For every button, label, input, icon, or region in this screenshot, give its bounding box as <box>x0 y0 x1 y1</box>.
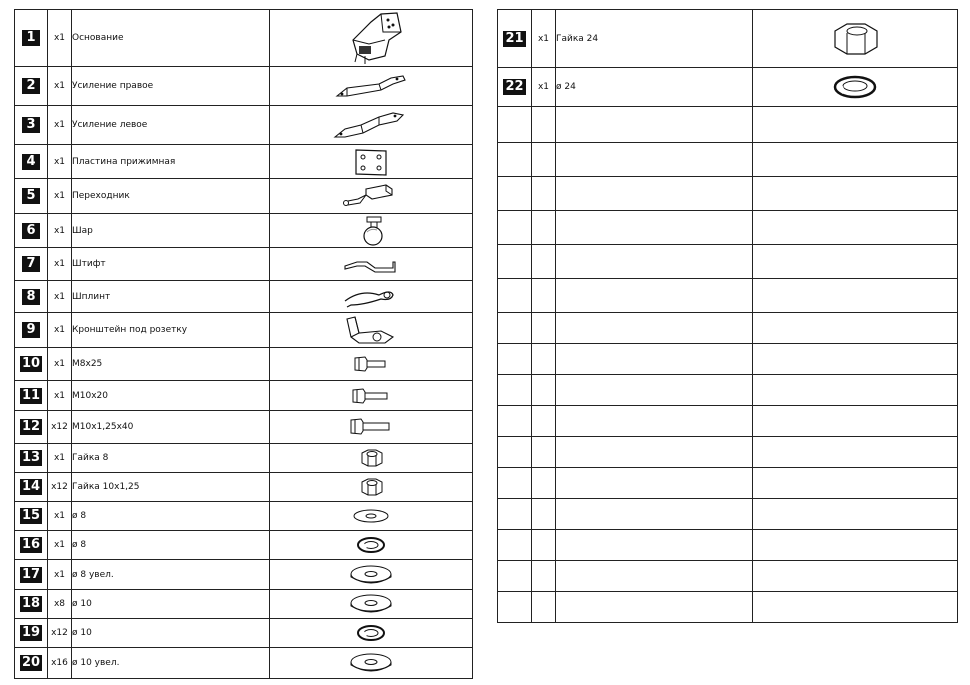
empty-cell <box>498 211 532 245</box>
part-number-cell <box>15 67 48 106</box>
part-qty: x1 <box>48 248 72 281</box>
part-illustration <box>270 560 473 590</box>
part-illustration <box>270 381 473 411</box>
empty-cell <box>753 437 958 468</box>
part-number-badge: 1 <box>22 30 40 46</box>
part-illustration <box>753 10 958 68</box>
empty-cell <box>532 499 556 530</box>
parts-table-left <box>14 9 473 679</box>
part-qty: x1 <box>48 67 72 106</box>
table-row <box>498 530 958 561</box>
part-qty: x1 <box>48 145 72 179</box>
table-row <box>15 531 473 560</box>
part-illustration <box>270 590 473 619</box>
table-row <box>498 313 958 344</box>
part-name: Шплинт <box>72 281 270 313</box>
part-number-badge: 2 <box>22 78 40 94</box>
part-number-cell <box>15 214 48 248</box>
empty-cell <box>498 177 532 211</box>
part-number-cell <box>15 281 48 313</box>
table-row <box>498 143 958 177</box>
table-row <box>15 313 473 348</box>
empty-cell <box>753 211 958 245</box>
empty-cell <box>498 530 532 561</box>
table-row <box>498 10 958 68</box>
part-number-cell <box>498 68 532 107</box>
part-qty: x1 <box>48 444 72 473</box>
socket-bracket-icon <box>270 313 472 347</box>
empty-cell <box>532 561 556 592</box>
table-row <box>498 499 958 530</box>
table-row <box>498 561 958 592</box>
table-row <box>15 67 473 106</box>
empty-cell <box>498 107 532 143</box>
part-qty: x12 <box>48 411 72 444</box>
empty-cell <box>556 211 753 245</box>
part-number-cell <box>15 10 48 67</box>
empty-cell <box>753 279 958 313</box>
empty-cell <box>532 279 556 313</box>
bolt-long-icon <box>270 416 472 438</box>
part-illustration <box>270 531 473 560</box>
empty-cell <box>498 279 532 313</box>
empty-cell <box>753 107 958 143</box>
table-row <box>498 211 958 245</box>
empty-cell <box>498 468 532 499</box>
table-row <box>15 648 473 679</box>
part-number-badge: 13 <box>21 450 41 465</box>
empty-cell <box>532 406 556 437</box>
part-number-cell <box>15 619 48 648</box>
part-number-cell <box>15 444 48 473</box>
empty-cell <box>556 530 753 561</box>
part-illustration <box>270 473 473 502</box>
part-name: ø 8 <box>72 502 270 531</box>
empty-cell <box>753 406 958 437</box>
part-name: Гайка 24 <box>556 10 753 68</box>
part-qty: x12 <box>48 619 72 648</box>
empty-cell <box>532 143 556 177</box>
table-row <box>15 381 473 411</box>
part-number-cell <box>15 590 48 619</box>
empty-cell <box>498 499 532 530</box>
large-nut-icon <box>753 19 957 59</box>
part-number-badge: 15 <box>21 508 41 523</box>
empty-cell <box>556 406 753 437</box>
large-washer-icon <box>270 593 472 615</box>
part-qty: x1 <box>48 214 72 248</box>
part-name: Гайка 10x1,25 <box>72 473 270 502</box>
part-qty: x1 <box>48 531 72 560</box>
part-number-badge: 12 <box>21 419 41 434</box>
reinforcement-left-icon <box>270 109 472 141</box>
table-row <box>498 177 958 211</box>
pin-icon <box>270 254 472 274</box>
part-number-cell <box>15 411 48 444</box>
clamp-plate-icon <box>270 147 472 177</box>
part-name: ø 8 <box>72 531 270 560</box>
large-washer-icon <box>270 652 472 674</box>
nut-icon <box>270 476 472 498</box>
reinforcement-right-icon <box>270 72 472 100</box>
empty-cell <box>532 344 556 375</box>
part-number-cell <box>498 10 532 68</box>
part-illustration <box>270 648 473 679</box>
part-number-cell <box>15 473 48 502</box>
part-number-badge: 22 <box>505 79 524 94</box>
table-row <box>15 560 473 590</box>
table-row <box>498 279 958 313</box>
table-row <box>15 179 473 214</box>
empty-cell <box>498 344 532 375</box>
part-number-cell <box>15 648 48 679</box>
empty-cell <box>556 107 753 143</box>
empty-cell <box>498 437 532 468</box>
empty-cell <box>498 375 532 406</box>
part-qty: x1 <box>48 381 72 411</box>
part-name: Шар <box>72 214 270 248</box>
empty-cell <box>556 468 753 499</box>
part-name: M8x25 <box>72 348 270 381</box>
part-number-badge: 17 <box>21 566 41 582</box>
table-row <box>15 619 473 648</box>
empty-cell <box>498 245 532 279</box>
empty-cell <box>556 592 753 623</box>
empty-cell <box>498 592 532 623</box>
part-illustration <box>270 179 473 214</box>
nut-icon <box>270 447 472 469</box>
empty-cell <box>532 530 556 561</box>
empty-cell <box>753 344 958 375</box>
part-qty: x1 <box>48 560 72 590</box>
empty-cell <box>532 245 556 279</box>
empty-cell <box>753 313 958 344</box>
empty-cell <box>498 561 532 592</box>
tow-ball-icon <box>270 215 472 247</box>
part-qty: x1 <box>48 281 72 313</box>
empty-cell <box>498 143 532 177</box>
part-name: Пластина прижимная <box>72 145 270 179</box>
table-row <box>15 444 473 473</box>
table-row <box>498 245 958 279</box>
part-illustration <box>270 411 473 444</box>
part-qty: x1 <box>48 106 72 145</box>
empty-cell <box>532 177 556 211</box>
part-number-badge: 11 <box>21 387 41 403</box>
part-name: Штифт <box>72 248 270 281</box>
part-illustration <box>270 348 473 381</box>
table-row <box>15 502 473 531</box>
empty-cell <box>753 468 958 499</box>
cotter-pin-icon <box>270 285 472 309</box>
table-row <box>15 106 473 145</box>
part-illustration <box>270 313 473 348</box>
part-name: Гайка 8 <box>72 444 270 473</box>
part-number-badge: 14 <box>21 479 41 494</box>
empty-cell <box>532 107 556 143</box>
empty-cell <box>532 468 556 499</box>
part-number-badge: 21 <box>505 30 524 46</box>
part-qty: x1 <box>48 348 72 381</box>
empty-cell <box>556 143 753 177</box>
part-name: M10x20 <box>72 381 270 411</box>
part-name: Усиление правое <box>72 67 270 106</box>
part-name: ø 8 увел. <box>72 560 270 590</box>
part-number-cell <box>15 381 48 411</box>
table-row <box>15 214 473 248</box>
part-number-cell <box>15 179 48 214</box>
table-row <box>15 473 473 502</box>
adapter-icon <box>270 181 472 211</box>
part-name: ø 10 <box>72 619 270 648</box>
table-row <box>15 411 473 444</box>
part-number-badge: 20 <box>21 655 41 670</box>
part-illustration <box>753 68 958 107</box>
part-qty: x1 <box>48 313 72 348</box>
part-illustration <box>270 444 473 473</box>
part-number-badge: 16 <box>21 537 41 552</box>
table-row <box>498 107 958 143</box>
part-name: Усиление левое <box>72 106 270 145</box>
part-qty: x12 <box>48 473 72 502</box>
empty-cell <box>753 177 958 211</box>
empty-cell <box>556 437 753 468</box>
spring-washer-icon <box>270 534 472 556</box>
part-number-badge: 6 <box>22 223 40 239</box>
part-qty: x1 <box>48 10 72 67</box>
part-number-badge: 18 <box>21 596 41 611</box>
table-row <box>15 281 473 313</box>
table-row <box>498 344 958 375</box>
empty-cell <box>532 592 556 623</box>
empty-cell <box>556 499 753 530</box>
empty-cell <box>556 279 753 313</box>
part-name: Переходник <box>72 179 270 214</box>
part-number-cell <box>15 531 48 560</box>
part-qty: x8 <box>48 590 72 619</box>
spring-washer-icon <box>270 622 472 644</box>
part-illustration <box>270 619 473 648</box>
table-row <box>15 145 473 179</box>
empty-cell <box>753 499 958 530</box>
base-bracket-icon <box>270 10 472 66</box>
part-name: ø 10 увел. <box>72 648 270 679</box>
part-number-badge: 3 <box>22 117 40 133</box>
part-qty: x1 <box>532 68 556 107</box>
part-qty: x1 <box>48 502 72 531</box>
large-washer-icon <box>270 564 472 586</box>
empty-cell <box>753 592 958 623</box>
part-illustration <box>270 145 473 179</box>
empty-cell <box>556 561 753 592</box>
part-number-cell <box>15 502 48 531</box>
empty-cell <box>753 530 958 561</box>
table-row <box>498 68 958 107</box>
empty-cell <box>556 375 753 406</box>
part-number-cell <box>15 248 48 281</box>
empty-cell <box>753 245 958 279</box>
part-name: ø 24 <box>556 68 753 107</box>
part-qty: x1 <box>48 179 72 214</box>
part-illustration <box>270 10 473 67</box>
empty-cell <box>556 177 753 211</box>
part-name: ø 10 <box>72 590 270 619</box>
part-number-cell <box>15 145 48 179</box>
part-name: Основание <box>72 10 270 67</box>
parts-table-right <box>497 9 958 623</box>
empty-cell <box>498 313 532 344</box>
table-row <box>498 406 958 437</box>
table-row <box>498 437 958 468</box>
empty-cell <box>532 375 556 406</box>
part-illustration <box>270 281 473 313</box>
table-row <box>15 348 473 381</box>
large-spring-washer-icon <box>753 73 957 101</box>
part-number-badge: 19 <box>21 625 41 640</box>
part-illustration <box>270 248 473 281</box>
table-row <box>15 248 473 281</box>
part-illustration <box>270 67 473 106</box>
part-number-cell <box>15 560 48 590</box>
empty-cell <box>753 561 958 592</box>
empty-cell <box>556 344 753 375</box>
table-row <box>498 592 958 623</box>
part-number-badge: 8 <box>22 289 40 305</box>
part-number-badge: 9 <box>22 322 40 338</box>
table-row <box>498 375 958 406</box>
part-illustration <box>270 106 473 145</box>
empty-cell <box>556 313 753 344</box>
part-qty: x1 <box>532 10 556 68</box>
part-illustration <box>270 214 473 248</box>
part-name: M10x1,25x40 <box>72 411 270 444</box>
part-number-badge: 4 <box>22 154 40 170</box>
flat-washer-icon <box>270 508 472 524</box>
table-row <box>15 590 473 619</box>
part-name: Кронштейн под розетку <box>72 313 270 348</box>
empty-cell <box>753 375 958 406</box>
part-number-cell <box>15 106 48 145</box>
bolt-medium-icon <box>270 386 472 406</box>
part-number-cell <box>15 313 48 348</box>
table-row <box>15 10 473 67</box>
empty-cell <box>753 143 958 177</box>
part-number-cell <box>15 348 48 381</box>
part-qty: x16 <box>48 648 72 679</box>
table-row <box>498 468 958 499</box>
empty-cell <box>498 406 532 437</box>
part-number-badge: 10 <box>21 356 41 371</box>
empty-cell <box>532 211 556 245</box>
bolt-short-icon <box>270 354 472 374</box>
empty-cell <box>556 245 753 279</box>
empty-cell <box>532 313 556 344</box>
empty-cell <box>532 437 556 468</box>
part-number-badge: 5 <box>22 188 40 204</box>
part-number-badge: 7 <box>22 256 40 272</box>
part-illustration <box>270 502 473 531</box>
